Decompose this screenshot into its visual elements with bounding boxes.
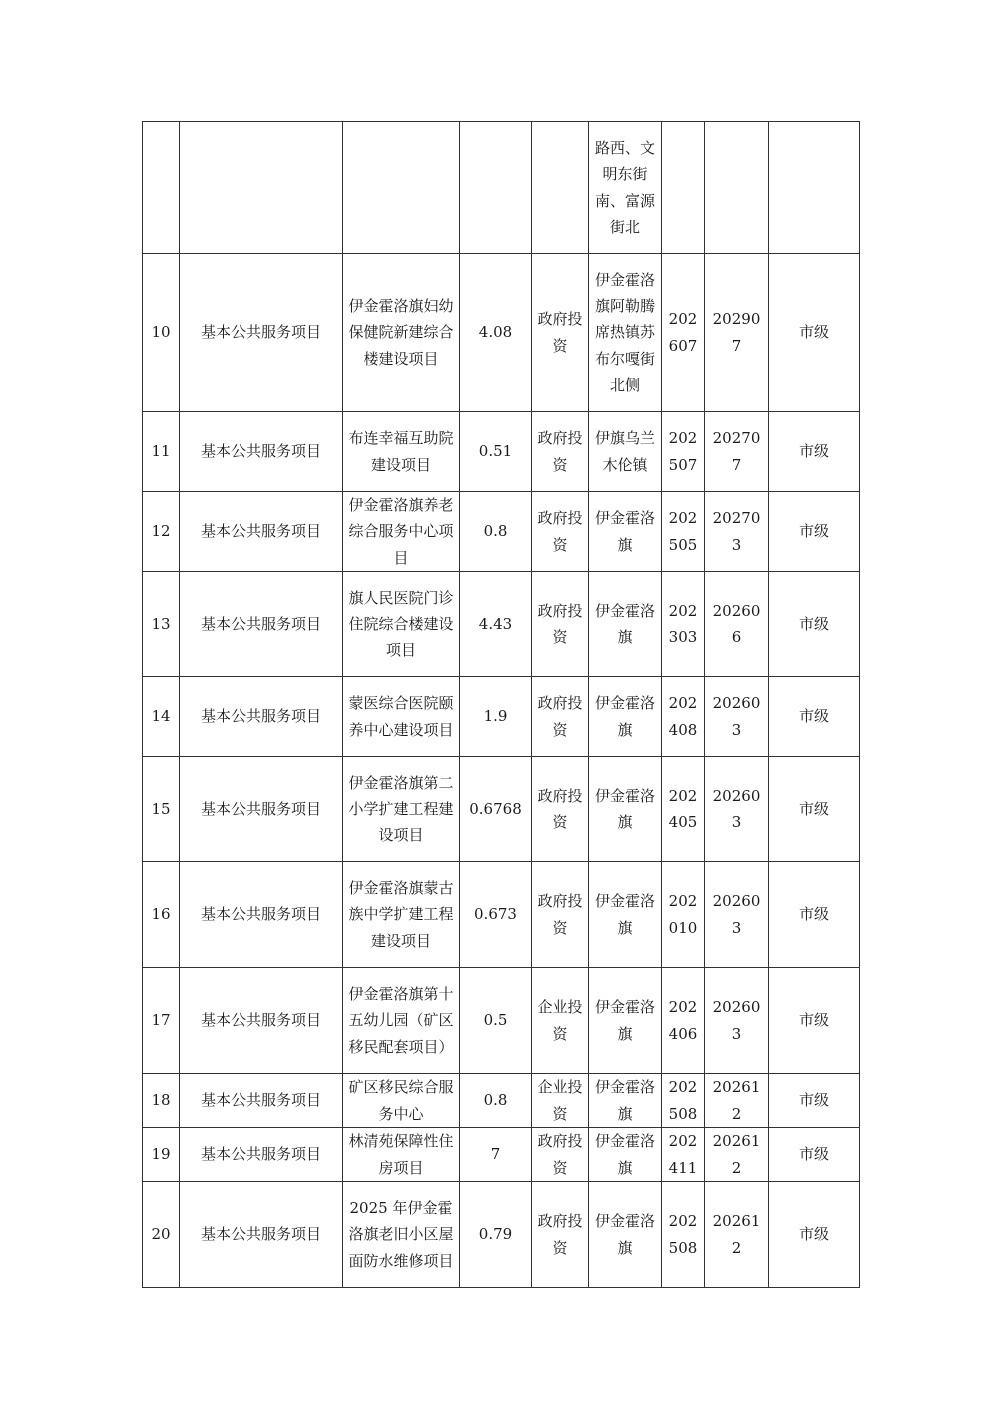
cell-funding: 政府投资: [532, 254, 589, 412]
cell-funding: 政府投资: [532, 412, 589, 492]
cell-no: 10: [143, 254, 180, 412]
cell-funding: 政府投资: [532, 492, 589, 572]
cell-category: 基本公共服务项目: [180, 968, 343, 1074]
cell-level: [769, 122, 860, 254]
cell-start: [662, 122, 705, 254]
cell-name: 伊金霍洛旗养老综合服务中心项目: [343, 492, 460, 572]
cell-category: 基本公共服务项目: [180, 862, 343, 968]
cell-name: 2025 年伊金霍洛旗老旧小区屋面防水维修项目: [343, 1182, 460, 1288]
cell-start: 202508: [662, 1182, 705, 1288]
cell-end: 202703: [705, 492, 769, 572]
cell-no: 14: [143, 677, 180, 757]
cell-start: 202408: [662, 677, 705, 757]
cell-amount: 1.9: [460, 677, 532, 757]
table-row: [143, 254, 860, 412]
cell-location: 伊金霍洛旗: [589, 677, 662, 757]
cell-no: 20: [143, 1182, 180, 1288]
cell-category: 基本公共服务项目: [180, 1128, 343, 1182]
cell-level: 市级: [769, 757, 860, 862]
cell-location: 伊金霍洛旗: [589, 968, 662, 1074]
cell-category: 基本公共服务项目: [180, 492, 343, 572]
cell-amount: 0.51: [460, 412, 532, 492]
cell-no: 18: [143, 1074, 180, 1128]
cell-funding: 政府投资: [532, 1128, 589, 1182]
cell-level: 市级: [769, 1128, 860, 1182]
table-row: [143, 757, 860, 862]
cell-amount: 7: [460, 1128, 532, 1182]
cell-level: 市级: [769, 1182, 860, 1288]
cell-amount: [460, 122, 532, 254]
project-table: [142, 121, 860, 1288]
cell-category: 基本公共服务项目: [180, 757, 343, 862]
cell-funding: 政府投资: [532, 757, 589, 862]
cell-end: [705, 122, 769, 254]
cell-category: 基本公共服务项目: [180, 572, 343, 677]
cell-name: 林清苑保障性住房项目: [343, 1128, 460, 1182]
cell-name: 矿区移民综合服务中心: [343, 1074, 460, 1128]
cell-name: 伊金霍洛旗蒙古族中学扩建工程建设项目: [343, 862, 460, 968]
table-row: [143, 862, 860, 968]
cell-location: 伊金霍洛旗: [589, 1182, 662, 1288]
cell-category: 基本公共服务项目: [180, 254, 343, 412]
cell-name: 布连幸福互助院建设项目: [343, 412, 460, 492]
cell-start: 202411: [662, 1128, 705, 1182]
cell-amount: 0.6768: [460, 757, 532, 862]
cell-start: 202505: [662, 492, 705, 572]
cell-amount: 0.673: [460, 862, 532, 968]
cell-funding: 企业投资: [532, 1074, 589, 1128]
cell-no: 12: [143, 492, 180, 572]
cell-level: 市级: [769, 412, 860, 492]
table-row: [143, 492, 860, 572]
cell-level: 市级: [769, 677, 860, 757]
cell-name: [343, 122, 460, 254]
cell-end: 202612: [705, 1182, 769, 1288]
cell-no: 19: [143, 1128, 180, 1182]
cell-no: [143, 122, 180, 254]
cell-end: 202612: [705, 1074, 769, 1128]
cell-level: 市级: [769, 1074, 860, 1128]
cell-location: 伊金霍洛旗阿勒腾席热镇苏布尔嘎街北侧: [589, 254, 662, 412]
cell-amount: 0.5: [460, 968, 532, 1074]
cell-end: 202603: [705, 677, 769, 757]
cell-no: 15: [143, 757, 180, 862]
cell-end: 202606: [705, 572, 769, 677]
cell-no: 11: [143, 412, 180, 492]
cell-level: 市级: [769, 254, 860, 412]
cell-category: 基本公共服务项目: [180, 677, 343, 757]
cell-level: 市级: [769, 492, 860, 572]
cell-amount: 0.8: [460, 492, 532, 572]
cell-location: 伊金霍洛旗: [589, 1128, 662, 1182]
cell-location: 路西、文明东街南、富源街北: [589, 122, 662, 254]
cell-start: 202010: [662, 862, 705, 968]
cell-end: 202707: [705, 412, 769, 492]
cell-funding: 企业投资: [532, 968, 589, 1074]
table-row: [143, 1128, 860, 1182]
cell-funding: 政府投资: [532, 862, 589, 968]
cell-end: 202612: [705, 1128, 769, 1182]
cell-location: 伊金霍洛旗: [589, 492, 662, 572]
cell-end: 202603: [705, 862, 769, 968]
cell-start: 202607: [662, 254, 705, 412]
cell-end: 202907: [705, 254, 769, 412]
cell-location: 伊金霍洛旗: [589, 572, 662, 677]
cell-category: 基本公共服务项目: [180, 1182, 343, 1288]
cell-funding: [532, 122, 589, 254]
cell-level: 市级: [769, 862, 860, 968]
table-row: [143, 572, 860, 677]
cell-amount: 0.79: [460, 1182, 532, 1288]
cell-category: 基本公共服务项目: [180, 412, 343, 492]
table-row-continuation: [143, 122, 860, 254]
cell-name: 旗人民医院门诊住院综合楼建设项目: [343, 572, 460, 677]
cell-start: 202507: [662, 412, 705, 492]
cell-start: 202508: [662, 1074, 705, 1128]
cell-start: 202405: [662, 757, 705, 862]
table-row: [143, 1182, 860, 1288]
table-row: [143, 968, 860, 1074]
cell-name: 伊金霍洛旗第二小学扩建工程建设项目: [343, 757, 460, 862]
cell-name: 伊金霍洛旗第十五幼儿园（矿区移民配套项目）: [343, 968, 460, 1074]
table-row: [143, 412, 860, 492]
cell-start: 202406: [662, 968, 705, 1074]
cell-location: 伊旗乌兰木伦镇: [589, 412, 662, 492]
cell-funding: 政府投资: [532, 572, 589, 677]
cell-amount: 4.43: [460, 572, 532, 677]
cell-funding: 政府投资: [532, 677, 589, 757]
cell-start: 202303: [662, 572, 705, 677]
cell-name: 伊金霍洛旗妇幼保健院新建综合楼建设项目: [343, 254, 460, 412]
cell-level: 市级: [769, 968, 860, 1074]
cell-location: 伊金霍洛旗: [589, 757, 662, 862]
cell-no: 17: [143, 968, 180, 1074]
cell-location: 伊金霍洛旗: [589, 1074, 662, 1128]
cell-no: 13: [143, 572, 180, 677]
cell-end: 202603: [705, 968, 769, 1074]
cell-end: 202603: [705, 757, 769, 862]
cell-level: 市级: [769, 572, 860, 677]
cell-no: 16: [143, 862, 180, 968]
table-row: [143, 677, 860, 757]
cell-location: 伊金霍洛旗: [589, 862, 662, 968]
cell-category: [180, 122, 343, 254]
cell-funding: 政府投资: [532, 1182, 589, 1288]
table-row: [143, 1074, 860, 1128]
cell-amount: 0.8: [460, 1074, 532, 1128]
cell-category: 基本公共服务项目: [180, 1074, 343, 1128]
cell-amount: 4.08: [460, 254, 532, 412]
cell-name: 蒙医综合医院颐养中心建设项目: [343, 677, 460, 757]
